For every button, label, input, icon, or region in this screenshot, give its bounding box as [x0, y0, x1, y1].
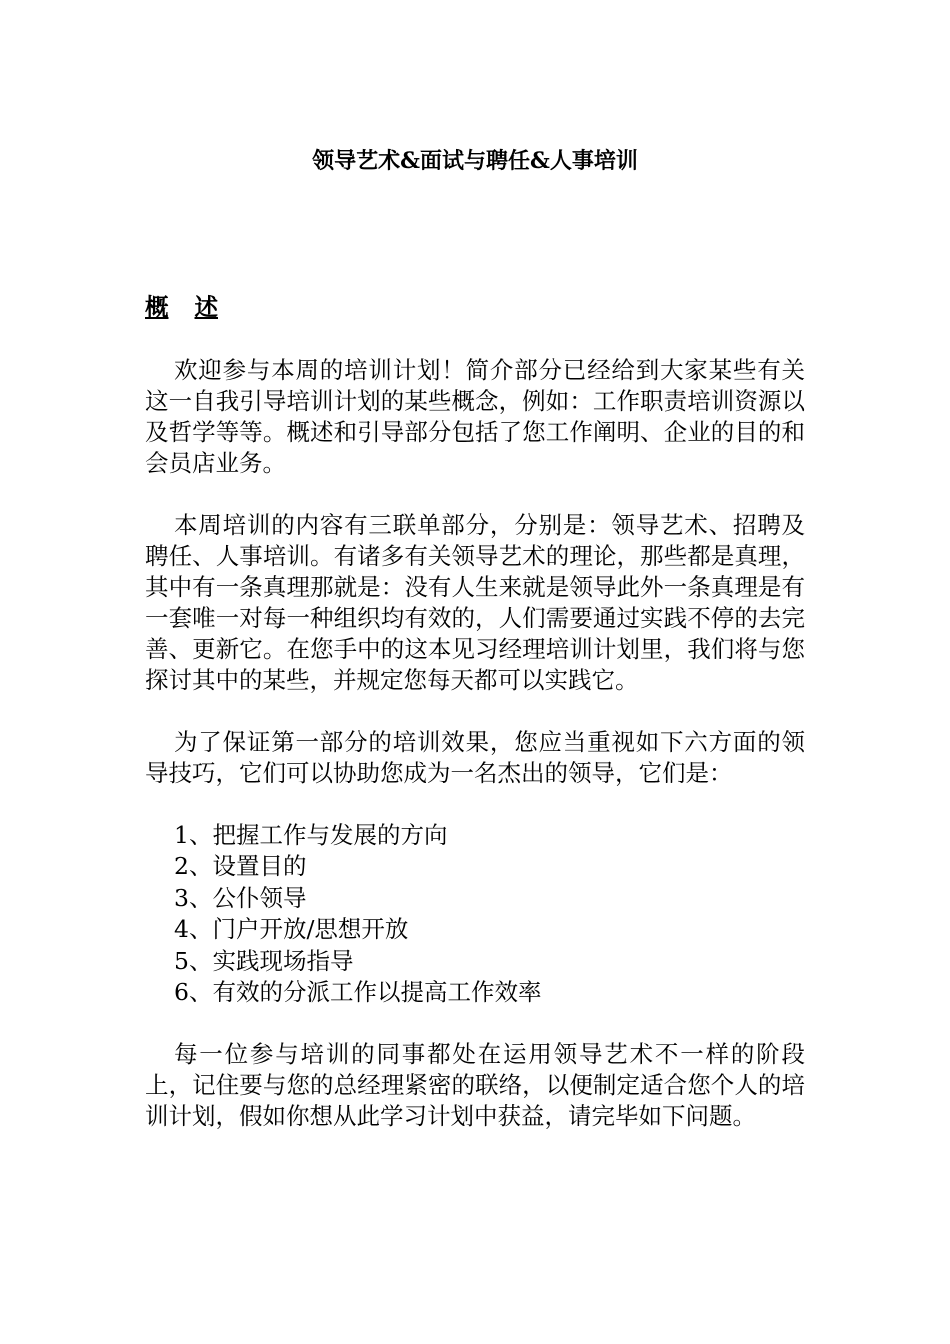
paragraph-skills: 为了保证第一部分的培训效果，您应当重视如下六方面的领导技巧，它们可以协助您成为一名杰出的领导，它们是： — [145, 728, 805, 787]
document-title: 领导艺术&面试与聘任&人事培训 — [312, 148, 638, 174]
list-item: 5、实践现场指导 — [174, 946, 354, 975]
section-heading-char-1: 概 — [145, 293, 169, 321]
section-heading-char-2: 述 — [194, 293, 218, 321]
list-item: 4、门户开放/思想开放 — [174, 915, 409, 944]
skills-list — [145, 820, 805, 1008]
paragraph-closing: 每一位参与培训的同事都处在运用领导艺术不一样的阶段上，记住要与您的总经理紧密的联络，以便制定适合您个人的培训计划，假如你想从此学习计划中获益，请完毕如下问题。 — [145, 1040, 805, 1131]
paragraph-intro: 欢迎参与本周的培训计划！简介部分已经给到大家某些有关这一自我引导培训计划的某些概念，例如：工作职责培训资源以及哲学等等。概述和引导部分包括了您工作阐明、企业的目的和会员店业务。 — [145, 356, 805, 477]
list-item: 6、有效的分派工作以提高工作效率 — [174, 978, 542, 1007]
list-item: 1、把握工作与发展的方向 — [174, 821, 448, 849]
document-body — [145, 292, 805, 1163]
list-item: 2、设置目的 — [174, 852, 307, 881]
section-heading-overview — [145, 292, 805, 323]
paragraph-content: 本周培训的内容有三联单部分，分别是：领导艺术、招聘及聘任、人事培训。有诸多有关领导艺术的理论，那些都是真理，其中有一条真理那就是：没有人生来就是领导此外一条真理是有一套唯一对每一种组织均有效的，人们需要通过实践不停的去完善、更新它。在您手中的这本见习经理培训计划里，我们将与您探讨其中的某些，并规定您每天都可以实践它。 — [145, 511, 805, 694]
list-item: 3、公仆领导 — [174, 883, 307, 912]
